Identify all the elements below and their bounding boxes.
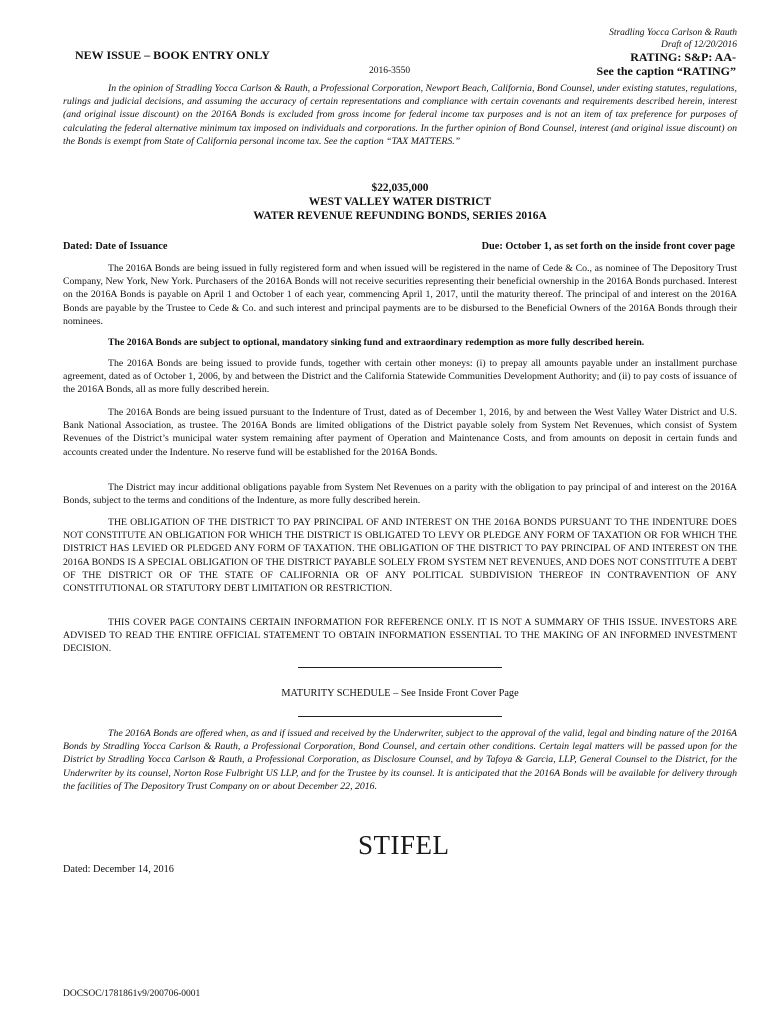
stifel-logo: STIFEL xyxy=(358,830,450,860)
draft-note xyxy=(609,27,737,51)
bond-title-block xyxy=(63,181,737,223)
obligation-disclaimer: THE OBLIGATION OF THE DISTRICT TO PAY PRINCIPAL OF AND INTEREST ON THE 2016A BONDS PURSUANT TO THE INDENTURE DOES NOT CONSTITUTE AN OBLIGATION FOR WHICH THE DISTRICT IS OBLIGATED TO LEVY OR PLEDGE ANY FORM OF TAXATION OR FOR WHICH THE DISTRICT HAS LEVIED OR PLEDGED ANY FORM OF TAXATION. THE OBLIGATION OF THE DISTRICT TO PAY PRINCIPAL OF AND INTEREST ON THE 2016A BONDS IS A SPECIAL OBLIGATION OF THE DISTRICT PAYABLE SOLELY FROM SYSTEM NET REVENUES, AND DOES NOT CONSTITUTE A DEBT OF THE DISTRICT OR OF THE STATE OF CALIFORNIA OR OF ANY POLITICAL SUBDIVISION THEREOF IN CONTRAVENTION OF ANY CONSTITUTIONAL OR STATUTORY DEBT LIMITATION OR RESTRICTION. xyxy=(63,517,737,595)
draft-note-firm: Stradling Yocca Carlson & Rauth xyxy=(609,28,737,38)
maturity-schedule-reference: MATURITY SCHEDULE – See Inside Front Cover Page xyxy=(281,688,519,699)
statement-date: Dated: December 14, 2016 xyxy=(63,864,174,875)
indenture-paragraph: The 2016A Bonds are being issued pursuant to the Indenture of Trust, dated as of December 1, 2016, by and between the West Valley Water District and U.S. Bank National Association, as trustee. The 2016A Bonds are limited obligations of the District payable solely from System Net Revenues, which consist of System Revenues of the District’s municipal water system remaining after payment of Operation and Maintenance Costs, and from amounts on deposit in certain funds and accounts created under the Indenture. No reserve fund will be established for the 2016A Bonds. xyxy=(63,407,737,458)
draft-note-date: Draft of 12/20/2016 xyxy=(660,40,737,50)
dated-label: Dated: Date of Issuance xyxy=(63,241,168,252)
redemption-note: The 2016A Bonds are subject to optional, mandatory sinking fund and extraordinary redemption as more fully described herein. xyxy=(108,337,645,348)
rating-caption: See the caption “RATING” xyxy=(596,64,736,78)
due-label: Due: October 1, as set forth on the inside front cover page xyxy=(481,241,735,252)
offering-terms: The 2016A Bonds are offered when, as and if issued and received by the Underwriter, subject to the approval of the valid, legal and binding nature of the 2016A Bonds by Stradling Yocca Carlson & Rauth, a Professional Corporation, Bond Counsel, and certain other conditions. Certain legal matters will be passed upon for the District by Stradling Yocca Carlson & Rauth, a Professional Corporation, as Disclosure Counsel, and by Tafoya & Garcia, LLP, General Counsel to the District, for the Underwriter by its counsel, Norton Rose Fulbright US LLP, and for the Trustee by its counsel. It is anticipated that the 2016A Bonds will be available for delivery through the facilities of The Depository Trust Company on or about December 22, 2016. xyxy=(63,728,737,792)
parity-paragraph: The District may incur additional obligations payable from System Net Revenues on a parity with the obligation to pay principal of and interest on the 2016A Bonds, subject to the terms and conditions of the Indenture, as more fully described herein. xyxy=(63,482,737,507)
document-footer-id: DOCSOC/1781861v9/200706-0001 xyxy=(63,989,201,999)
registration-paragraph: The 2016A Bonds are being issued in fully registered form and when issued will be registered in the name of Cede & Co., as nominee of The Depository Trust Company, New York, New York. Purchasers of the 2016A Bonds will not receive securities representing their beneficial ownership in the 2016A Bonds purchased. Interest on the 2016A Bonds is payable on April 1 and October 1 of each year, commencing April 1, 2017, until the maturity thereof. The principal of and interest on the 2016A Bonds are payable by the Trustee to Cede & Co. and such interest and principal payments are to be disbursed to the Beneficial Owners of the 2016A Bonds through their nominees. xyxy=(63,263,737,327)
bond-series: WATER REVENUE REFUNDING BONDS, SERIES 2016A xyxy=(253,210,547,222)
purpose-paragraph: The 2016A Bonds are being issued to provide funds, together with certain other moneys: (i) to prepay all amounts payable under an installment purchase agreement, dated as of October 1, 2006, by and between the District and the California Statewide Communities Development Authority; and (ii) to pay costs of issuance of the 2016A Bonds, all as more fully described herein. xyxy=(63,358,737,396)
issuer-name: WEST VALLEY WATER DISTRICT xyxy=(308,196,492,208)
divider-top xyxy=(298,667,502,668)
bond-amount: $22,035,000 xyxy=(371,182,429,194)
new-issue-heading: NEW ISSUE – BOOK ENTRY ONLY xyxy=(75,48,270,62)
rating-value: RATING: S&P: AA- xyxy=(630,50,736,64)
bond-counsel-opinion: In the opinion of Stradling Yocca Carlson & Rauth, a Professional Corporation, Newport Beach, California, Bond Counsel, under existing statutes, regulations, rulings and judicial decisions, and assuming the accuracy of certain representations and compliance with certain covenants and requirements described herein, interest (and original issue discount) on the 2016A Bonds is excluded from gross income for federal income tax purposes and is not an item of tax preference for purposes of calculating the federal alternative minimum tax imposed on individuals and corporations. In the further opinion of Bond Counsel, interest (and original issue discount) on the Bonds is exempt from State of California personal income tax. See the caption “TAX MATTERS.” xyxy=(63,83,737,147)
document-number: 2016-3550 xyxy=(369,66,411,76)
divider-bottom xyxy=(298,716,502,717)
rating-block xyxy=(597,50,736,78)
cover-page-notice: THIS COVER PAGE CONTAINS CERTAIN INFORMATION FOR REFERENCE ONLY. IT IS NOT A SUMMARY OF THIS ISSUE. INVESTORS ARE ADVISED TO READ THE ENTIRE OFFICIAL STATEMENT TO OBTAIN INFORMATION ESSENTIAL TO THE MAKING OF AN INFORMED INVESTMENT DECISION. xyxy=(63,617,737,655)
